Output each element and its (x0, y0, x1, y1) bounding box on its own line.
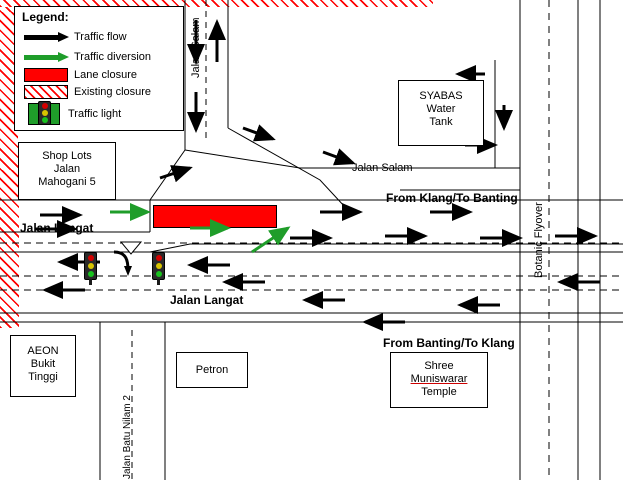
traffic-light-west (84, 252, 97, 280)
traffic-light-east (152, 252, 165, 280)
from-klang-to-banting-label: From Klang/To Banting (386, 191, 518, 205)
legend-label-traffic-light: Traffic light (68, 108, 122, 120)
legend-arrow-traffic-flow (58, 32, 70, 42)
jalan-langat-mid-label: Jalan Langat (170, 293, 244, 307)
aeon-label (10, 345, 76, 384)
syabas-line-2: Water (426, 103, 456, 115)
legend-title: Legend: (22, 10, 69, 24)
turn-arrow-marking (108, 250, 148, 280)
shop-lots-label (18, 150, 116, 189)
temple-line-1: Shree (424, 360, 454, 372)
syabas-line-3: Tank (429, 116, 453, 128)
legend-swatch-existing-closure (24, 85, 68, 99)
jalan-batu-nilam-label: Jalan Batu Nilam 2 (122, 395, 133, 480)
aeon-line-3: Tinggi (28, 371, 58, 383)
legend-swatch-lane-closure (24, 68, 68, 82)
legend-label-existing-closure: Existing closure (74, 86, 152, 98)
jalan-salam-vertical-label: Jalan Salam (190, 17, 202, 79)
syabas-label (398, 90, 484, 129)
legend-arrow-traffic-diversion (58, 52, 70, 62)
botanic-flyover-label: Botanic Flyover (533, 202, 545, 278)
syabas-line-1: SYABAS (419, 90, 463, 102)
temple-line-2: Muniswarar (410, 373, 468, 385)
legend-label-lane-closure: Lane closure (74, 69, 137, 81)
legend-swatch-traffic-diversion (24, 55, 60, 60)
legend-traffic-light-icon (38, 101, 51, 125)
legend-label-traffic-flow: Traffic flow (74, 31, 127, 43)
temple-label (390, 360, 488, 399)
jalan-salam-horizontal-label: Jalan Salam (352, 162, 413, 174)
petron-label: Petron (195, 364, 229, 376)
shop-lots-line-1: Shop Lots (42, 150, 92, 162)
shop-lots-line-2: Jalan (53, 163, 81, 175)
shop-lots-line-3: Mahogani 5 (38, 176, 96, 188)
temple-line-3: Temple (421, 386, 457, 398)
legend-label-traffic-diversion: Traffic diversion (74, 51, 152, 63)
jalan-langat-top-label: Jalan Langat (20, 221, 94, 235)
aeon-line-1: AEON (27, 345, 59, 357)
legend-swatch-traffic-flow (24, 35, 60, 40)
from-banting-to-klang-label: From Banting/To Klang (383, 336, 515, 350)
aeon-line-2: Bukit (30, 358, 56, 370)
